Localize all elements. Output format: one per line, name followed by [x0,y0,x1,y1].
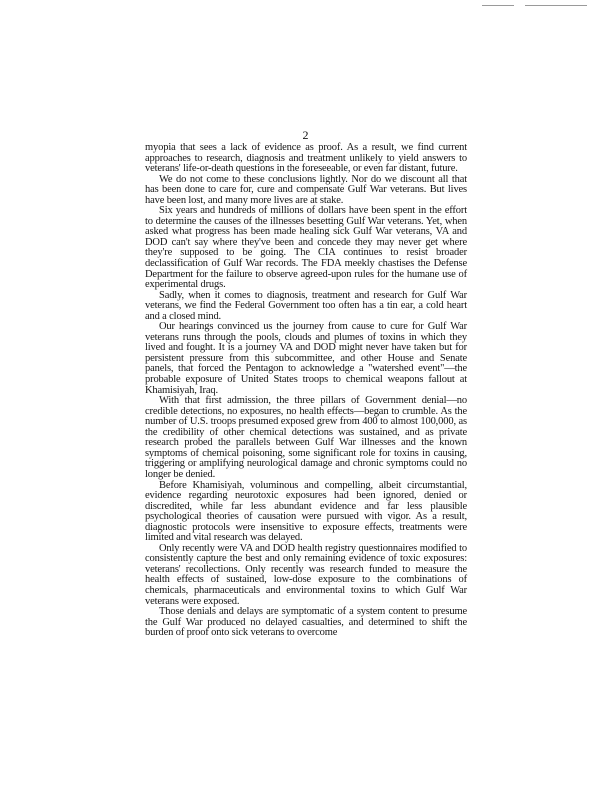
paragraph: Sadly, when it comes to diagnosis, treatment and research for Gulf War veterans, we find the Federal Government too often has a tin ear, a cold heart and a closed mind. [145,289,467,322]
paragraph: Six years and hundreds of millions of dollars have been spent in the effort to determine the causes of the illnesses besetting Gulf War veterans. Yet, when asked what progress has been made healing sick Gulf War veterans, VA and DOD can't say where they've been and concede they may never get where they're supposed to be going. The CIA continues to resist broader declassification of Gulf War records. The FDA meekly chastises the Defense Department for the failure to observe agreed-upon rules for the humane use of experimental drugs. [145,205,467,291]
header-rule-short [482,5,514,6]
paragraph: We do not come to these conclusions lightly. Nor do we discount all that has been done to care for, cure and compensate Gulf War veterans. But lives have been lost, and many more lives are at stake. [145,173,467,206]
body-text [145,143,467,639]
paragraph: With that first admission, the three pillars of Government denial—no credible detections, no exposures, no health effects—began to crumble. As the number of U.S. troops presumed exposed grew from 400 to almost 100,000, as the credibility of other chemical detections was sustained, and as private research probed the parallels between Gulf War illnesses and the known symptoms of chemical poisoning, some significant role for toxins in causing, triggering or amplifying neurological damage and chronic symptoms could no longer be denied. [145,395,467,480]
paragraph: Our hearings convinced us the journey from cause to cure for Gulf War veterans runs through the pools, clouds and plumes of toxins in which they lived and fought. It is a journey VA and DOD might never have taken but for persistent pressure from this subcommittee, and other House and Senate panels, that forced the Pentagon to acknowledge a "watershed event"—the probable exposure of United States troops to chemical weapons fallout at Khamisiyah, Iraq. [145,321,467,396]
paragraph: Before Khamisiyah, voluminous and compelling, albeit circumstantial, evidence regarding neurotoxic exposures had been ignored, denied or discredited, while far less abundant evidence and far less plausible psychological theories of causation were pursued with vigor. As a result, diagnostic protocols were insensitive to exposure effects, treatments were limited and vital research was delayed. [145,479,467,544]
paragraph: Those denials and delays are symptomatic of a system content to presume the Gulf War produced no delayed casualties, and determined to shift the burden of proof onto sick veterans to overcome [145,606,467,639]
paragraph: Only recently were VA and DOD health registry questionnaires modified to consistently capture the best and only remaining evidence of toxic exposures: veterans' recollections. Only recently was research funded to measure the health effects of sustained, low-dose exposure to the combinations of chemicals, pharmaceuticals and environmental toxins to which Gulf War veterans were exposed. [145,542,467,607]
page-number: 2 [302,128,309,142]
paragraph: myopia that sees a lack of evidence as proof. As a result, we find current approaches to research, diagnosis and treatment unlikely to yield answers to veterans' life-or-death questions in the foreseeable, or even far distant, future. [145,142,467,175]
header-rule-long [525,5,587,6]
